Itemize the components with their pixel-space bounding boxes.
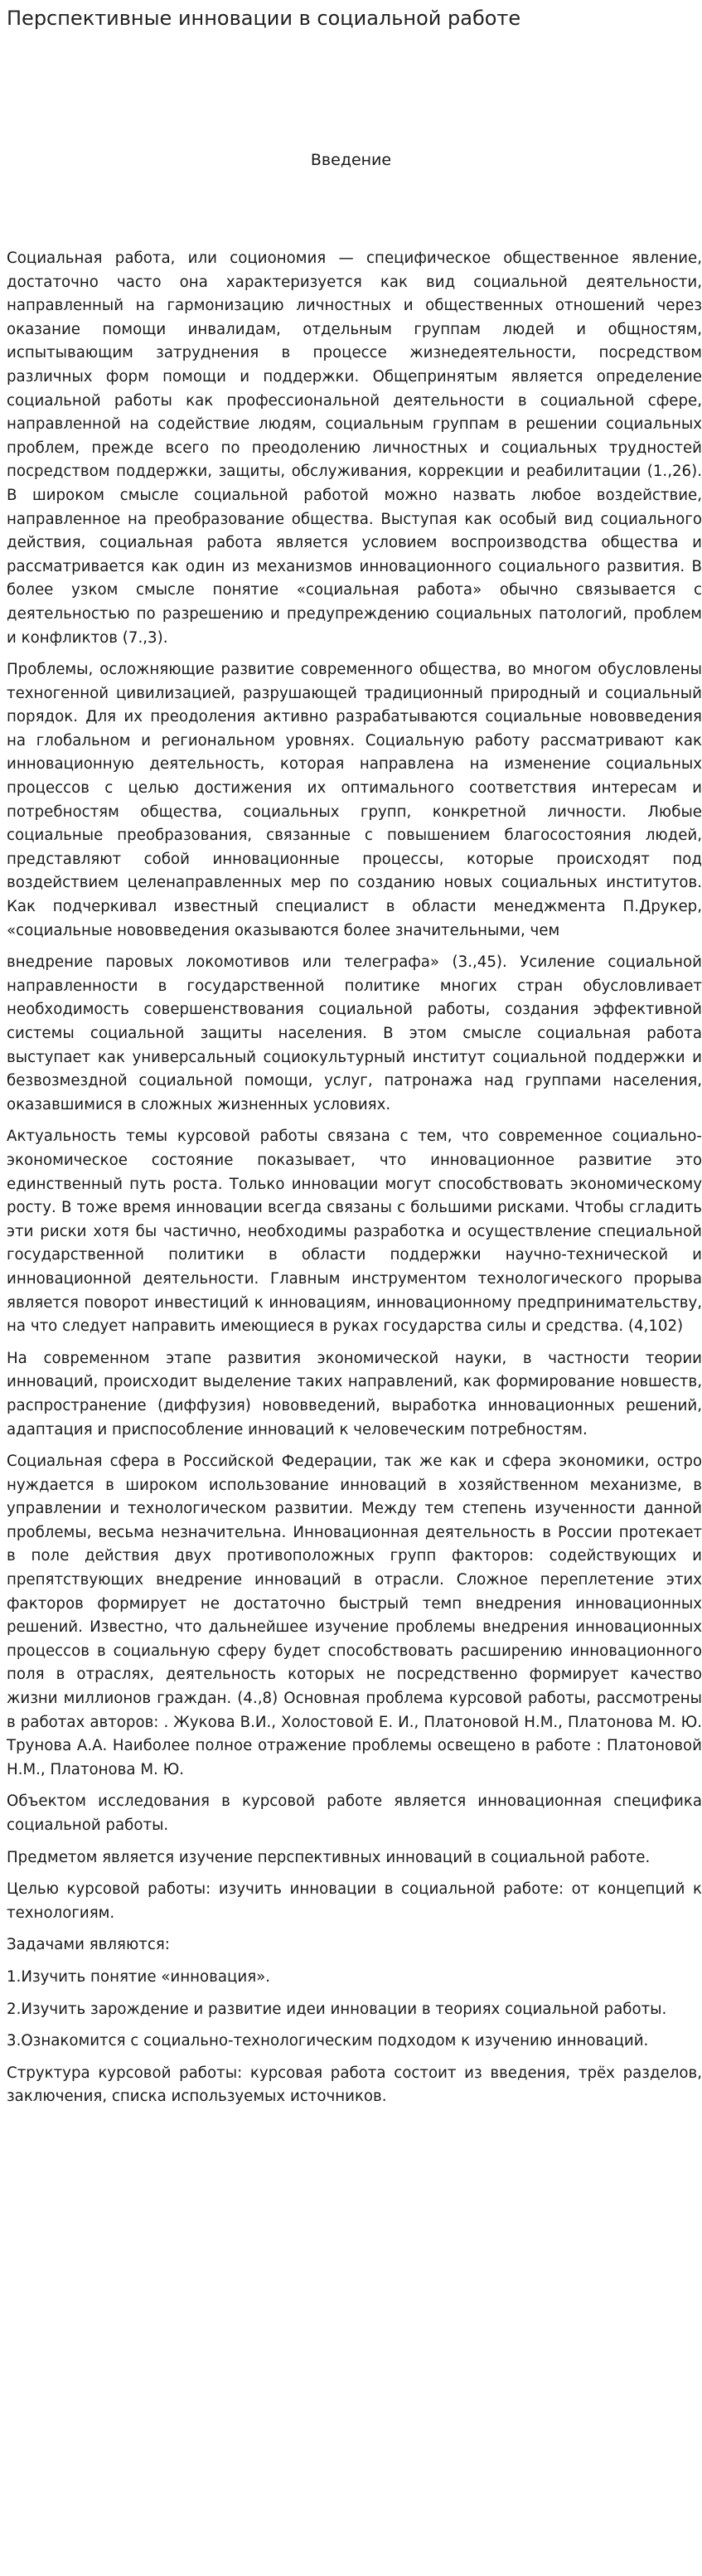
task-item-3: 3.Ознакомится с социально-технологическим подходом к изучению инноваций.	[7, 2032, 649, 2050]
paragraph-object: Объектом исследования в курсовой работе является инновационная специфика социальной работы.	[7, 1793, 702, 1834]
paragraph-social-sphere: Социальная сфера в Российской Федерации, так же как и сфера экономики, остро нуждается в широком использование инноваций в хозяйственном механизме, в управлении и технологическом развитии. Между тем степень изученности данной проблемы, весьма незначительна. Инновационная деятельность в России протекает в поле действия двух противоположных групп факторов: содействующих и препятствующих внедрение инноваций в отрасли. Сложное переплетение этих факторов формирует не достаточно быстрый темп внедрения инновационных решений. Известно, что дальнейшее изучение проблемы внедрения инновационных процессов в социальную сферу будет способствовать расширению инновационного поля в отраслях, деятельность которых не посредственно формирует качество жизни миллионов граждан. (4.,8) Основная проблема курсовой работы, рассмотрены в работах авторов: . Жукова В.И., Холостовой Е. И., Платоновой Н.М., Платонова М. Ю. Трунова А.А. Наиболее полное отражение проблемы освещено в работе : Платоновой Н.М., Платонова М. Ю.	[7, 1453, 702, 1778]
paragraph-innovation-theory: На современном этапе развития экономической науки, в частности теории инноваций, происходит выделение таких направлений, как формирование новшеств, распространение (диффузия) нововведений, выработка инновационных решений, адаптация и приспособление инноваций к человеческим потребностям.	[7, 1349, 702, 1438]
paragraph-structure: Структура курсовой работы: курсовая работа состоит из введения, трёх разделов, заключения, списка используемых источников.	[7, 2064, 702, 2106]
document-body	[7, 247, 702, 2118]
page-title: Перспективные инновации в социальной работе	[7, 7, 521, 30]
section-heading-introduction: Введение	[310, 151, 392, 169]
paragraph-social-policy: внедрение паровых локомотивов или телеграфа» (3.,45). Усиление социальной направленности в государственной политике многих стран обусловливает необходимость совершенствования социальной работы, создания эффективной системы социальной защиты населения. В этом смысле социальная работа выступает как универсальный социокультурный институт социальной поддержки и безвозмездной социальной помощи, услуг, патронажа над группами населения, оказавшимися в сложных жизненных условиях.	[7, 953, 702, 1113]
task-item-1: 1.Изучить понятие «инновация».	[7, 1967, 271, 1986]
paragraph-problems-society: Проблемы, осложняющие развитие современного общества, во многом обусловлены техногенной цивилизацией, разрушающей традиционный природный и социальный порядок. Для их преодоления активно разрабатываются социальные нововведения на глобальном и региональном уровнях. Социальную работу рассматривают как инновационную деятельность, которая направлена на изменение социальных процессов с целью достижения их оптимального соответствия интересам и потребностям общества, социальных групп, конкретной личности. Любые социальные преобразования, связанные с повышением благосостояния людей, представляют собой инновационные процессы, которые происходят под воздействием целенаправленных мер по созданию новых социальных институтов. Как подчеркивал известный специалист в области менеджмента П.Друкер, «социальные нововведения оказываются более значительными, чем	[7, 661, 702, 939]
paragraph-subject: Предметом является изучение перспективных инноваций в социальной работе.	[7, 1848, 651, 1866]
task-item-2: 2.Изучить зарождение и развитие идеи инновации в теориях социальной работы.	[7, 2000, 667, 2018]
paragraph-relevance: Актуальность темы курсовой работы связана с тем, что современное социально-экономическое состояние показывает, что инновационное развитие это единственный путь роста. Только инновации могут способствовать экономическому росту. В тоже время инновации всегда связаны с большими рисками. Чтобы сгладить эти риски хотя бы частично, необходимы разработка и осуществление специальной государственной политики в области поддержки научно-технической и инновационной деятельности. Главным инструментом технологического прорыва является поворот инвестиций к инновациям, инновационному предпринимательству, на что следует направить имеющиеся в руках государства силы и средства. (4,102)	[7, 1128, 702, 1336]
paragraph-goal: Целью курсовой работы: изучить инновации в социальной работе: от концепций к технологиям.	[7, 1880, 702, 1922]
paragraph-tasks-heading: Задачами являются:	[7, 1936, 170, 1954]
paragraph-definition-social-work: Социальная работа, или социономия — специфическое общественное явление, достаточно часто она характеризуется как вид социальной деятельности, направленный на гармонизацию личностных и общественных отношений через оказание помощи инвалидам, отдельным группам людей и общностям, испытывающим затруднения в процессе жизнедеятельности, посредством различных форм помощи и поддержки. Общепринятым является определение социальной работы как профессиональной деятельности в социальной сфере, направленной на содействие людям, социальным группам в решении социальных проблем, прежде всего по преодолению личностных и социальных трудностей посредством поддержки, защиты, обслуживания, коррекции и реабилитации (1.,26). В широком смысле социальной работой можно назвать любое воздействие, направленное на преобразование общества. Выступая как особый вид социального действия, социальная работа является условием воспроизводства общества и рассматривается как один из механизмов инновационного социального развития. В более узком смысле понятие «социальная работа» обычно связывается с деятельностью по разрешению и предупреждению социальных патологий, проблем и конфликтов (7.,3).	[7, 250, 702, 647]
